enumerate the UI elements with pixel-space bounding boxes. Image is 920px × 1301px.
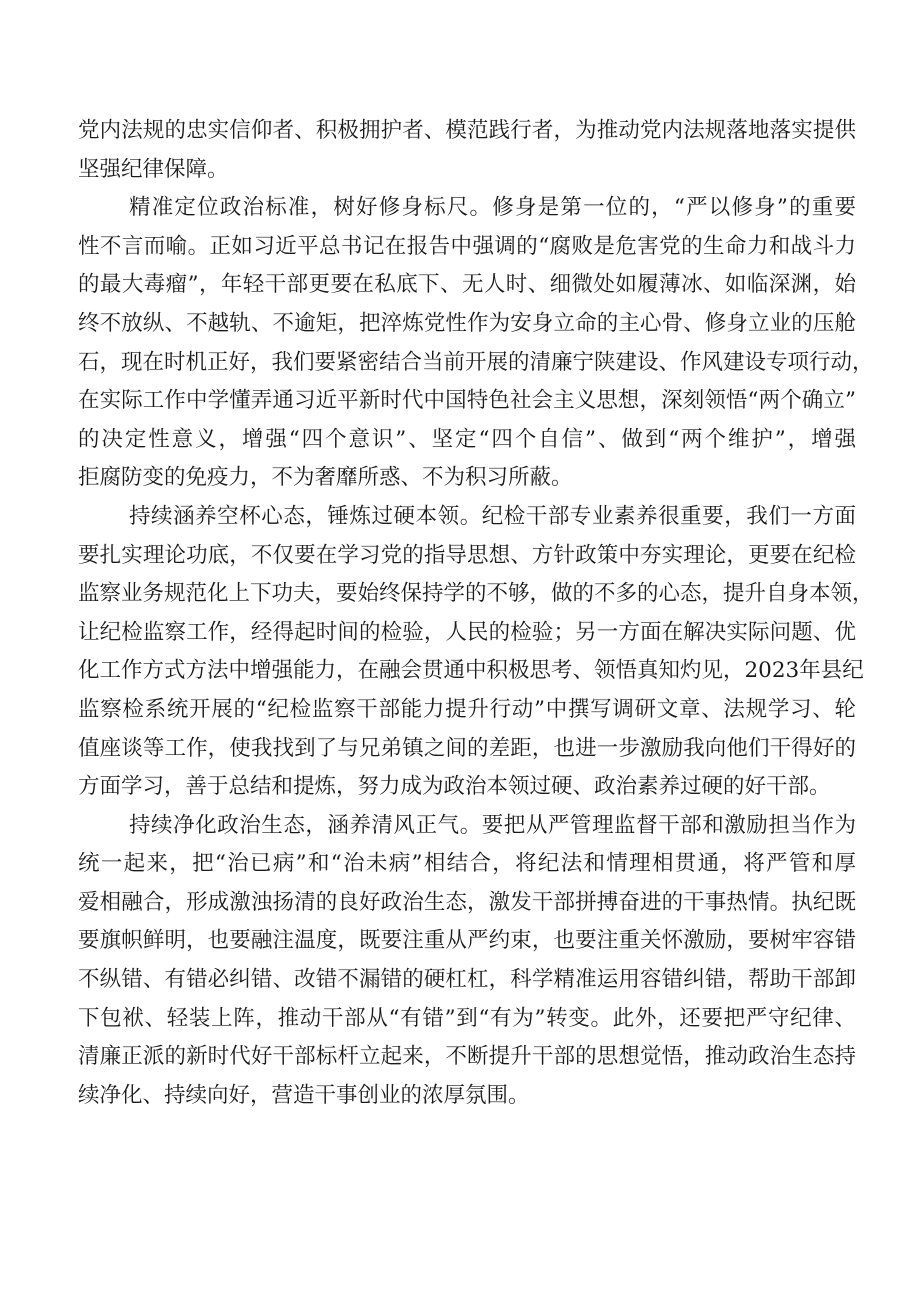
- text-line: 方面学习，善于总结和提炼，努力成为政治本领过硬、政治素养过硬的好干部。: [78, 774, 831, 800]
- text-line: 让纪检监察工作，经得起时间的检验，人民的检验；另一方面在解决实际问题、优: [78, 619, 856, 645]
- text-line: 爱相融合，形成激浊扬清的良好政治生态，激发干部拼搏奋进的干事热情。执纪既: [78, 889, 856, 915]
- text-line: 的最大毒瘤”，年轻干部更要在私底下、无人时、细微处如履薄冰、如临深渊，始: [78, 272, 856, 298]
- paragraph-4: [78, 807, 856, 1116]
- text-line: 在实际工作中学懂弄通习近平新时代中国特色社会主义思想，深刻领悟“两个确立”: [78, 388, 856, 414]
- text-line: 值座谈等工作，使我找到了与兄弟镇之间的差距，也进一步激励我向他们干得好的: [78, 735, 856, 761]
- text-line: 监察业务规范化上下功夫，要始终保持学的不够，做的不多的心态，提升自身本领，: [78, 581, 874, 607]
- text-line: 终不放纵、不越轨、不逾矩，把淬炼党性作为安身立命的主心骨、修身立业的压舱: [78, 310, 856, 336]
- text-line: 持续涵养空杯心态，锤炼过硬本领。纪检干部专业素养很重要，我们一方面: [129, 503, 856, 529]
- text-line: 党内法规的忠实信仰者、积极拥护者、模范践行者，为推动党内法规落地落实提供: [78, 118, 856, 143]
- paragraph-2: [78, 189, 874, 498]
- paragraph-3: [78, 498, 874, 807]
- text-line: 坚强纪律保障。: [78, 156, 229, 182]
- text-line: 石，现在时机正好，我们要紧密结合当前开展的清廉宁陕建设、作风建设专项行动，: [78, 349, 874, 375]
- text-line: 要旗帜鲜明，也要融注温度，既要注重从严约束，也要注重关怀激励，要树牢容错: [78, 928, 856, 954]
- text-line: 要扎实理论功底，不仅要在学习党的指导思想、方针政策中夯实理论，更要在纪检: [78, 542, 856, 568]
- text-line: 持续净化政治生态，涵养清风正气。要把从严管理监督干部和激励担当作为: [129, 812, 856, 838]
- text-line: 监察检系统开展的“纪检监察干部能力提升行动”中撰写调研文章、法规学习、轮: [78, 696, 856, 722]
- text-line: 清廉正派的新时代好干部标杆立起来，不断提升干部的思想觉悟，推动政治生态持: [78, 1044, 856, 1070]
- text-line: 续净化、持续向好，营造干事创业的浓厚氛围。: [78, 1082, 530, 1108]
- text-line: 统一起来，把“治已病”和“治未病”相结合，将纪法和情理相贯通，将严管和厚: [78, 851, 856, 877]
- text-line: 拒腐防变的免疫力，不为奢靡所惑、不为积习所蔽。: [78, 465, 573, 491]
- text-line: 的决定性意义，增强“四个意识”、坚定“四个自信”、做到“两个维护”，增强: [78, 426, 856, 452]
- paragraph-1: [78, 112, 856, 189]
- document-body: [78, 112, 874, 1115]
- text-line: 精准定位政治标准，树好修身标尺。修身是第一位的，“严以修身”的重要: [129, 195, 856, 221]
- text-line: 化工作方式方法中增强能力，在融会贯通中积极思考、领悟真知灼见，2023年县纪: [78, 658, 864, 684]
- text-line: 性不言而喻。正如习近平总书记在报告中强调的“腐败是危害党的生命力和战斗力: [78, 233, 856, 259]
- text-line: 下包袱、轻装上阵，推动干部从“有错”到“有为”转变。此外，还要把严守纪律、: [78, 1005, 856, 1031]
- text-line: 不纵错、有错必纠错、改错不漏错的硬杠杠，科学精准运用容错纠错，帮助干部卸: [78, 967, 856, 993]
